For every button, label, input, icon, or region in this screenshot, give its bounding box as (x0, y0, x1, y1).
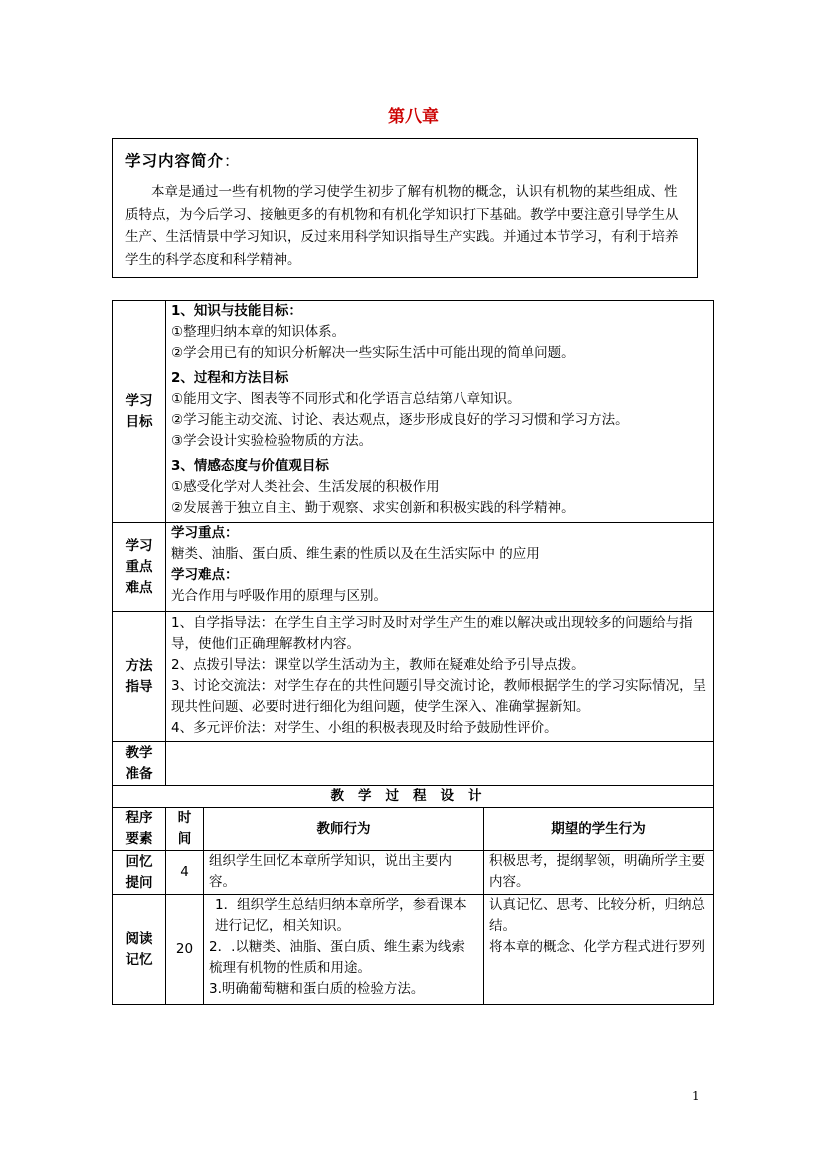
teacher-step: 3.明确葡萄糖和蛋白质的检验方法。 (209, 981, 425, 997)
prep-content (166, 742, 714, 786)
process-header-row (113, 808, 714, 851)
methods-label: 方法指导 (113, 612, 166, 742)
step-label: 阅读记忆 (113, 895, 166, 1005)
student-step: 认真记忆、思考、比较分析，归纳总结。 (489, 897, 705, 934)
key-points-focus-text: 糖类、油脂、蛋白质、维生素的性质以及在生活实际中 的应用 (171, 546, 540, 562)
lesson-plan-table (112, 300, 714, 1005)
student-step: 将本章的概念、化学方程式进行罗列 (489, 939, 705, 955)
key-points-focus-heading: 学习重点： (171, 525, 239, 541)
col-header-time: 时间 (166, 808, 204, 851)
page-title: 第八章 (388, 107, 439, 127)
goals-process-heading: 2、过程和方法目标 (171, 370, 289, 386)
student-behavior: 积极思考，提纲挈领，明确所学主要内容。 (484, 851, 714, 895)
goals-content (166, 301, 714, 523)
goals-item: ①能用文字、图表等不同形式和化学语言总结第八章知识。 (171, 391, 521, 407)
col-header-student: 期望的学生行为 (484, 808, 714, 851)
process-title: 教学过程设计 (113, 786, 714, 808)
key-points-content (166, 523, 714, 612)
prep-label: 教学准备 (113, 742, 166, 786)
goals-item: ①整理归纳本章的知识体系。 (171, 324, 346, 340)
intro-box (112, 138, 698, 278)
method-item: 2、点拨引导法：课堂以学生活动为主，教师在疑难处给予引导点拨。 (171, 657, 585, 673)
goals-item: ②发展善于独立自主、勤于观察、求实创新和积极实践的科学精神。 (171, 500, 575, 516)
key-points-difficulty-heading: 学习难点： (171, 567, 239, 583)
time-value: 20 (166, 895, 204, 1005)
time-value: 4 (166, 851, 204, 895)
goals-item: ②学习能主动交流、讨论、表达观点，逐步形成良好的学习习惯和学习方法。 (171, 412, 629, 428)
teacher-step: 1．组织学生总结归纳本章所学，参看课本进行记忆，相关知识。 (215, 897, 467, 934)
teacher-step: 2．.以糖类、油脂、蛋白质、维生素为线索梳理有机物的性质和用途。 (209, 939, 465, 976)
methods-row (113, 612, 714, 742)
intro-body: 本章是通过一些有机物的学习使学生初步了解有机物的概念，认识有机物的某些组成、性质特点，为今后学习、接触更多的有机物和有机化学知识打下基础。教学中要注意引导学生从生产、生活情景中学习知识，反过来用科学知识指导生产实践。并通过本节学习，有利于培养学生的科学态度和科学精神。 (125, 184, 679, 268)
intro-heading-text: 学习内容简介 (125, 152, 225, 170)
teacher-behavior: 组织学生回忆本章所学知识，说出主要内容。 (204, 851, 484, 895)
student-behavior (484, 895, 714, 1005)
col-header-teacher: 教师行为 (204, 808, 484, 851)
methods-content (166, 612, 714, 742)
key-points-row (113, 523, 714, 612)
process-title-row (113, 786, 714, 808)
step-label: 回忆提问 (113, 851, 166, 895)
method-item: 4、多元评价法：对学生、小组的积极表现及时给予鼓励性评价。 (171, 720, 558, 736)
goals-item: ③学会设计实验检验物质的方法。 (171, 433, 373, 449)
goals-row (113, 301, 714, 523)
col-header-step: 程序要素 (113, 808, 166, 851)
intro-heading-colon: ： (224, 152, 241, 170)
intro-heading (125, 149, 685, 171)
goals-label: 学习目标 (113, 301, 166, 523)
goals-item: ①感受化学对人类社会、生活发展的积极作用 (171, 479, 440, 495)
goals-knowledge-heading: 1、知识与技能目标： (171, 303, 302, 319)
table-row (113, 895, 714, 1005)
teacher-behavior (204, 895, 484, 1005)
page-number: 1 (692, 1089, 700, 1103)
method-item: 1、自学指导法：在学生自主学习时及时对学生产生的难以解决或出现较多的问题给与指导，使他们正确理解教材内容。 (171, 615, 693, 652)
goals-item: ②学会用已有的知识分析解决一些实际生活中可能出现的简单问题。 (171, 345, 575, 361)
prep-row (113, 742, 714, 786)
key-points-label: 学习重点难点 (113, 523, 166, 612)
method-item: 3、讨论交流法：对学生存在的共性问题引导交流讨论，教师根据学生的学习实际情况，呈现共性问题、必要时进行细化为组问题，使学生深入、准确掌握新知。 (171, 678, 707, 715)
key-points-difficulty-text: 光合作用与呼吸作用的原理与区别。 (171, 588, 387, 604)
table-row (113, 851, 714, 895)
goals-attitude-heading: 3、情感态度与价值观目标 (171, 458, 329, 474)
